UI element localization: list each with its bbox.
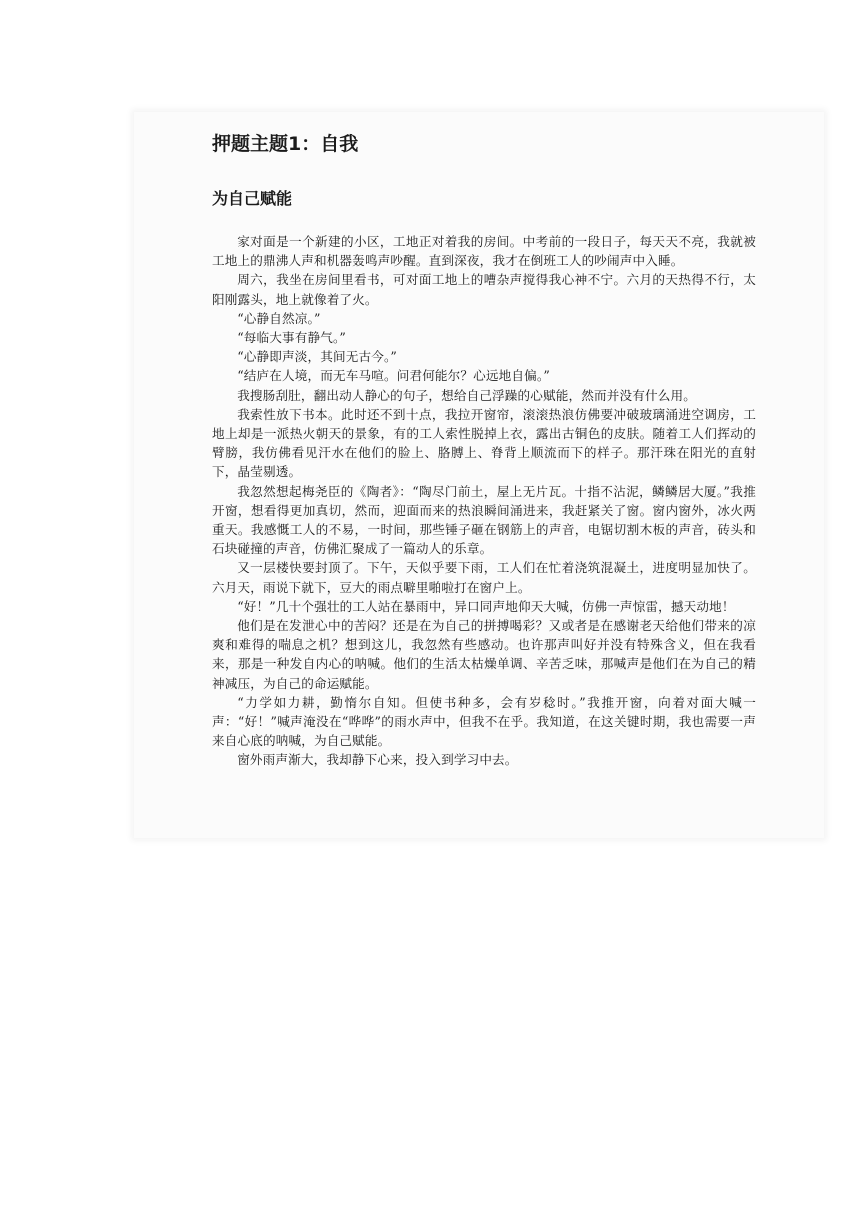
paragraph: 我索性放下书本。此时还不到十点，我拉开窗帘，滚滚热浪仿佛要冲破玻璃涌进空调房，工地上却是一派热火朝天的景象，有的工人索性脱掉上衣，露出古铜色的皮肤。随着工人们挥动的臂膀，我仿佛看见汗水在他们的脸上、胳膊上、脊背上顺流而下的样子。那汗珠在阳光的直射下，晶莹剔透。 [212,406,756,480]
document-content [212,128,756,770]
paragraph: 窗外雨声渐大，我却静下心来，投入到学习中去。 [237,752,518,768]
paragraph: “好！”几十个强壮的工人站在暴雨中，异口同声地仰天大喊，仿佛一声惊雷，撼天动地！ [237,598,735,614]
paragraph: 他们是在发泄心中的苦闷？还是在为自己的拼搏喝彩？又或者是在感谢老天给他们带来的凉爽和难得的喘息之机？想到这儿，我忽然有些感动。也许那声叫好并没有特殊含义，但在我看来，那是一种发自内心的呐喊。他们的生活太枯燥单调、辛苦乏味，那喊声是他们在为自己的精神减压，为自己的命运赋能。 [212,618,756,691]
quote-line: “心静自然凉。” [237,310,321,326]
quote-line: “结庐在人境，而无车马喧。问君何能尔？心远地自偏。” [237,368,550,384]
paragraph: 我忽然想起梅尧臣的《陶者》：“陶尽门前土，屋上无片瓦。十指不沾泥，鳞鳞居大厦。”我推开窗，想看得更加真切，然而，迎面而来的热浪瞬间涌进来，我赶紧关了窗。窗内窗外，冰火两重天。我感慨工人的不易，一时间，那些锤子砸在钢筋上的声音，电锯切割木板的声音，砖头和石块碰撞的声音，仿佛汇聚成了一篇动人的乐章。 [212,483,756,557]
paragraph: 家对面是一个新建的小区，工地正对着我的房间。中考前的一段日子，每天天不亮，我就被工地上的鼎沸人声和机器轰鸣声吵醒。直到深夜，我才在倒班工人的吵闹声中入睡。 [212,234,756,269]
paragraph: 又一层楼快要封顶了。下午，天似乎要下雨，工人们在忙着浇筑混凝土，进度明显加快了。六月天，雨说下就下，豆大的雨点噼里啪啦打在窗户上。 [212,560,756,595]
essay-title: 为自己赋能 [212,189,293,208]
quote-line: “每临大事有静气。” [237,330,347,346]
paragraph: “力学如力耕，勤惰尔自知。但使书种多，会有岁稔时。”我推开窗，向着对面大喊一声：“好！”喊声淹没在“哗哗”的雨水声中，但我不在乎。我知道，在这关键时期，我也需要一声来自心底的呐喊，为自己赋能。 [212,694,756,749]
paragraph: 我搜肠刮肚，翻出动人静心的句子，想给自己浮躁的心赋能，然而并没有什么用。 [237,387,696,403]
page-title: 押题主题1：自我 [212,133,359,155]
essay-body [212,232,756,770]
paragraph: 周六，我坐在房间里看书，可对面工地上的嘈杂声搅得我心神不宁。六月的天热得不行，太阳刚露头，地上就像着了火。 [212,272,756,307]
quote-line: “心静即声淡，其间无古今。” [237,349,397,365]
